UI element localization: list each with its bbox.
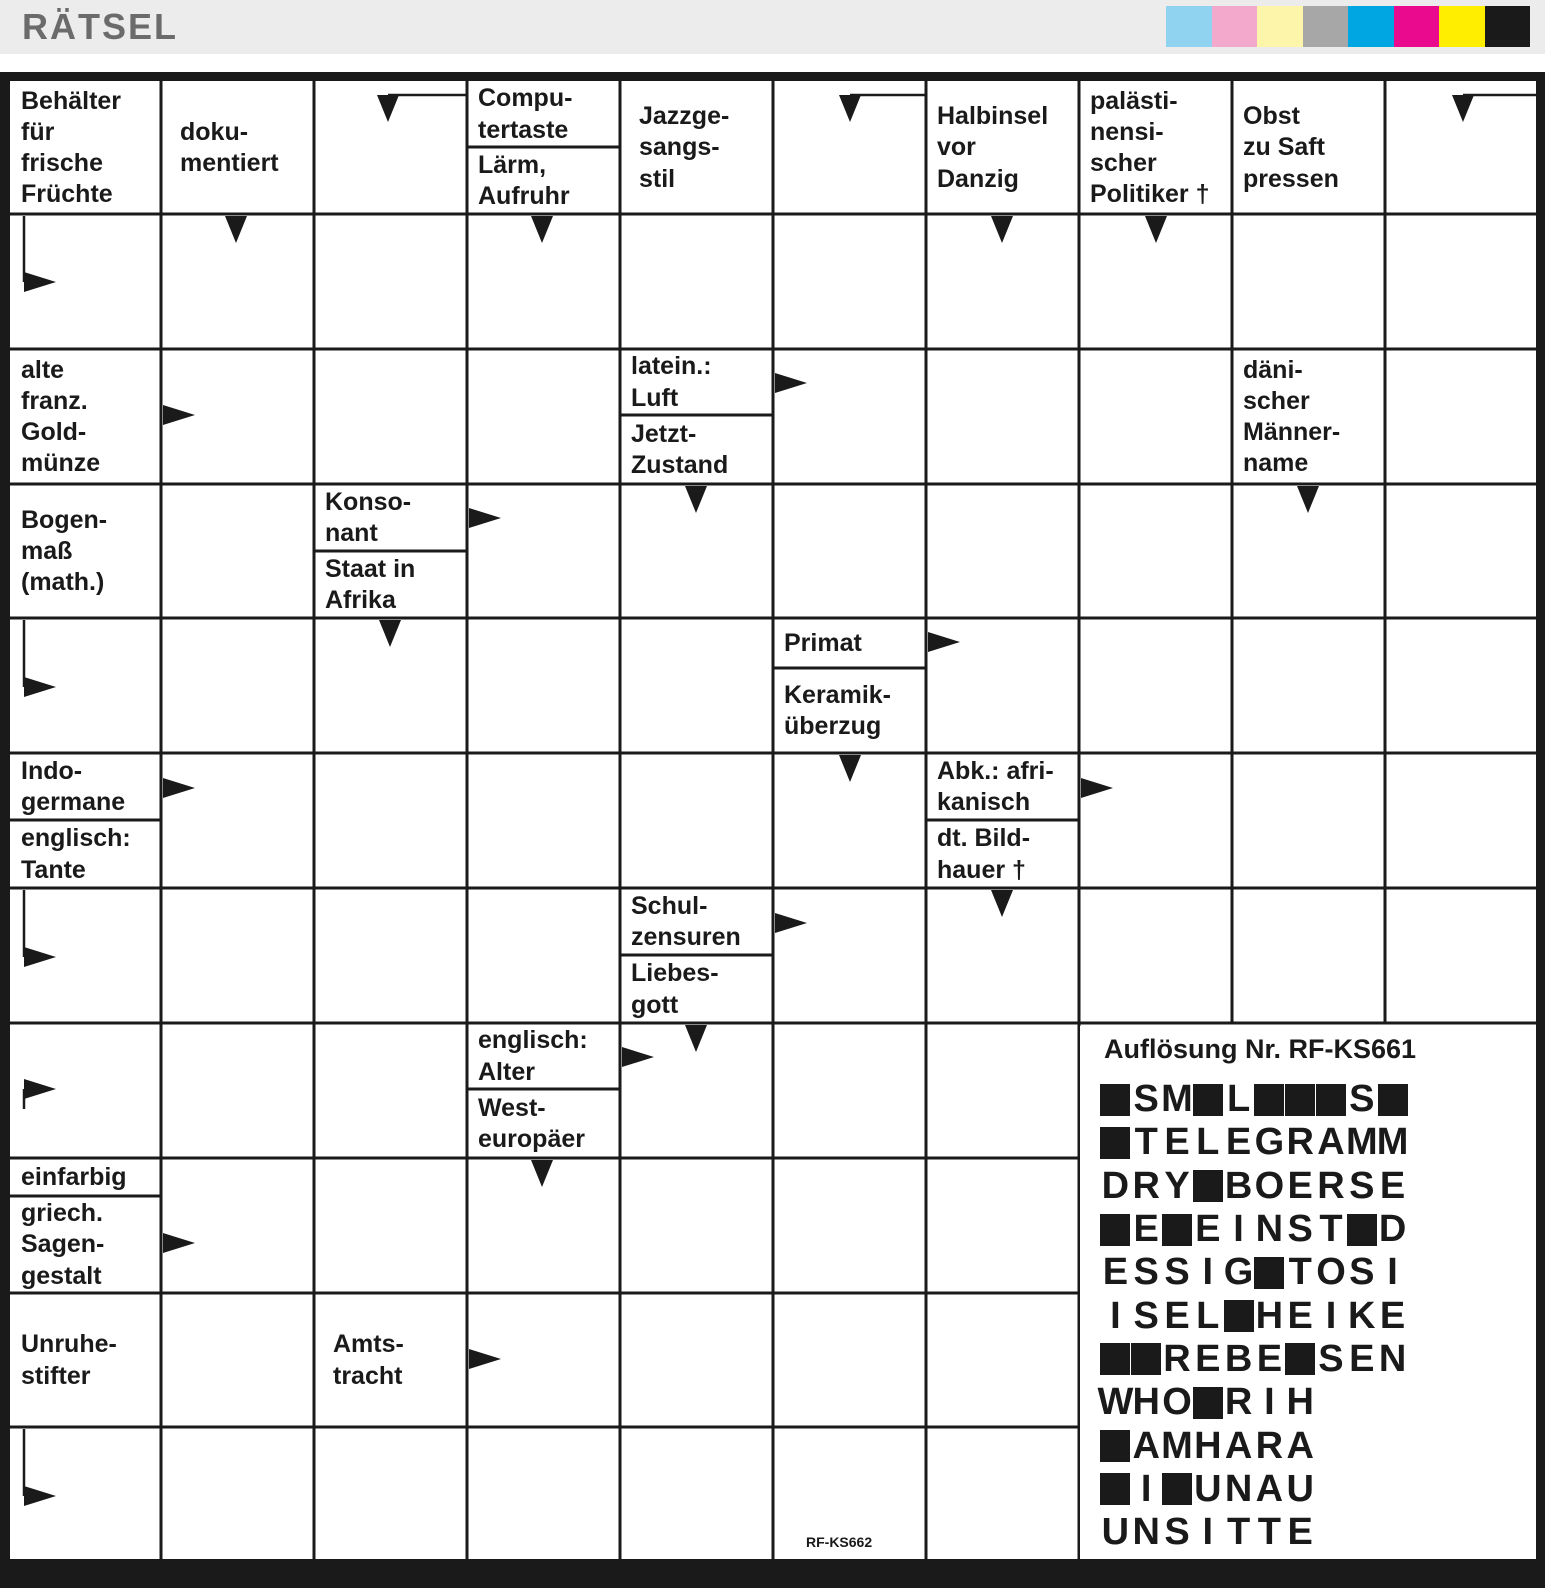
arrow-down-icon bbox=[225, 216, 247, 243]
solution-block bbox=[1131, 1341, 1162, 1377]
solution-block bbox=[1254, 1255, 1285, 1291]
solution-letter: L bbox=[1196, 1121, 1220, 1164]
arrow-down-icon bbox=[379, 620, 401, 647]
clue-text: alte franz. Gold- münze bbox=[21, 355, 101, 478]
solution-row bbox=[1100, 1208, 1408, 1251]
solution-letter: E bbox=[1287, 1511, 1313, 1554]
clue-text: Unruhe- stifter bbox=[21, 1330, 117, 1390]
solution-block bbox=[1162, 1471, 1193, 1507]
solution-letter: S bbox=[1318, 1337, 1344, 1380]
solution-letter: Y bbox=[1164, 1164, 1190, 1207]
solution-letter: K bbox=[1348, 1294, 1376, 1337]
solution-letter: E bbox=[1287, 1164, 1313, 1207]
solution-letter: B bbox=[1224, 1337, 1253, 1380]
clue-text: Bogen- maß (math.) bbox=[21, 505, 108, 597]
arrow-down-icon bbox=[1297, 486, 1319, 513]
solution-letter: I bbox=[1264, 1381, 1275, 1424]
solution-letter: A bbox=[1132, 1424, 1160, 1467]
solution-letter: M bbox=[1161, 1424, 1193, 1467]
color-swatches bbox=[1166, 6, 1530, 47]
solution-letter: E bbox=[1195, 1208, 1221, 1251]
solution-letter: O bbox=[1316, 1251, 1346, 1294]
solution-row bbox=[1100, 1121, 1408, 1164]
solution-letter: E bbox=[1195, 1337, 1221, 1380]
solution-block bbox=[1377, 1082, 1408, 1118]
solution-letter: I bbox=[1202, 1251, 1214, 1294]
solution-row bbox=[1100, 1424, 1408, 1467]
solution-letter: U bbox=[1101, 1511, 1130, 1554]
solution-letter: N bbox=[1255, 1208, 1284, 1251]
solution-letter: S bbox=[1164, 1511, 1190, 1554]
solution-letter: D bbox=[1101, 1164, 1130, 1207]
arrow-down-icon bbox=[685, 486, 707, 513]
solution-letter: E bbox=[1164, 1294, 1190, 1337]
solution-block bbox=[1100, 1428, 1131, 1464]
arrow-right-icon bbox=[163, 778, 195, 798]
solution-letter: A bbox=[1255, 1467, 1284, 1510]
header-bar bbox=[0, 0, 1545, 54]
solution-letter: D bbox=[1378, 1208, 1407, 1251]
clue-text: Staat in Afrika bbox=[325, 554, 416, 614]
solution-letter: R bbox=[1255, 1424, 1284, 1467]
arrow-right-icon bbox=[163, 1233, 195, 1253]
solution-row bbox=[1100, 1165, 1408, 1208]
solution-letter: S bbox=[1164, 1251, 1190, 1294]
clue-text: einfarbig bbox=[21, 1162, 127, 1191]
solution-letter: S bbox=[1349, 1251, 1375, 1294]
solution-letter: E bbox=[1133, 1208, 1159, 1251]
clue-text: Amts- tracht bbox=[333, 1330, 404, 1390]
solution-letter: O bbox=[1162, 1381, 1192, 1424]
clue-text: Konso- nant bbox=[325, 487, 412, 547]
solution-letter: T bbox=[1134, 1121, 1158, 1164]
solution-letter: R bbox=[1132, 1164, 1160, 1207]
arrow-right-icon bbox=[24, 1486, 56, 1506]
color-swatch bbox=[1212, 6, 1258, 47]
solution-letter: E bbox=[1379, 1294, 1406, 1337]
color-swatch bbox=[1348, 6, 1394, 47]
solution-letter: E bbox=[1256, 1337, 1283, 1380]
solution-letter: T bbox=[1257, 1511, 1281, 1554]
clue-text: latein.: Luft bbox=[631, 352, 712, 412]
solution-row bbox=[1100, 1078, 1408, 1121]
solution-letter: T bbox=[1226, 1511, 1251, 1554]
solution-block bbox=[1100, 1212, 1131, 1248]
puzzle-grid bbox=[10, 81, 1536, 1559]
solution-letter: N bbox=[1378, 1337, 1407, 1380]
solution-letter: R bbox=[1317, 1164, 1345, 1207]
arrow-right-icon bbox=[775, 913, 807, 933]
clue-text: Jazzge- sangs- stil bbox=[639, 102, 730, 193]
solution-block bbox=[1192, 1082, 1223, 1118]
arrow-down-icon bbox=[1145, 216, 1167, 243]
solution-block bbox=[1285, 1341, 1316, 1377]
arrow-right-icon bbox=[1081, 778, 1113, 798]
solution-block bbox=[1346, 1212, 1377, 1248]
color-swatch bbox=[1303, 6, 1349, 47]
arrow-down-icon bbox=[839, 95, 861, 122]
arrow-right-icon bbox=[622, 1047, 654, 1067]
solution-block bbox=[1162, 1212, 1193, 1248]
solution-block bbox=[1192, 1168, 1223, 1204]
solution-row bbox=[1100, 1338, 1408, 1381]
clue-text: englisch: Tante bbox=[21, 824, 131, 884]
solution-letter: S bbox=[1133, 1078, 1159, 1121]
solution-row bbox=[1100, 1511, 1408, 1554]
solution-block bbox=[1285, 1082, 1316, 1118]
arrow-down-icon bbox=[531, 1160, 553, 1187]
solution-letter: U bbox=[1286, 1467, 1314, 1510]
solution-rows bbox=[1097, 1078, 1409, 1554]
arrow-down-icon bbox=[685, 1025, 707, 1052]
arrow-right-icon bbox=[163, 405, 195, 425]
solution-letter: E bbox=[1349, 1337, 1375, 1380]
solution-letter: N bbox=[1132, 1511, 1160, 1554]
arrow-down-icon bbox=[531, 216, 553, 243]
solution-letter: L bbox=[1226, 1078, 1251, 1121]
solution-letter: H bbox=[1132, 1381, 1160, 1424]
arrow-right-icon bbox=[24, 272, 56, 292]
arrow-right-icon bbox=[469, 1349, 501, 1369]
solution-letter: M bbox=[1161, 1078, 1193, 1121]
solution-block bbox=[1223, 1298, 1254, 1334]
solution-letter: G bbox=[1223, 1251, 1254, 1294]
clue-text: Behälter für frische Früchte bbox=[21, 86, 122, 209]
clue-text: Jetzt- Zustand bbox=[631, 419, 729, 479]
solution-letter: A bbox=[1286, 1424, 1314, 1467]
solution-letter: E bbox=[1164, 1121, 1190, 1164]
color-swatch bbox=[1166, 6, 1212, 47]
arrow-right-icon bbox=[24, 1079, 56, 1099]
clue-text: West- europäer bbox=[478, 1093, 585, 1153]
color-swatch bbox=[1439, 6, 1485, 47]
solution-letter: S bbox=[1133, 1294, 1159, 1337]
solution-letter: A bbox=[1224, 1424, 1253, 1467]
solution-block bbox=[1100, 1125, 1131, 1161]
solution-row bbox=[1100, 1294, 1408, 1337]
solution-letter: H bbox=[1286, 1381, 1314, 1424]
solution-title: Auflösung Nr. RF-KS661 bbox=[1104, 1034, 1417, 1064]
solution-letter: R bbox=[1224, 1381, 1253, 1424]
solution-letter: S bbox=[1349, 1078, 1375, 1121]
solution-letter: G bbox=[1254, 1121, 1285, 1164]
solution-row bbox=[1097, 1381, 1408, 1424]
clue-text: griech. Sagen- gestalt bbox=[21, 1199, 105, 1290]
clue-text: palästi- nensi- scher Politiker † bbox=[1090, 86, 1210, 209]
arrow-down-icon bbox=[1452, 95, 1474, 122]
solution-letter: M bbox=[1376, 1121, 1409, 1164]
solution-letter: A bbox=[1317, 1121, 1345, 1164]
solution-panel bbox=[1080, 1026, 1536, 1559]
solution-letter: E bbox=[1287, 1294, 1313, 1337]
arrow-down-icon bbox=[991, 890, 1013, 917]
solution-block bbox=[1254, 1082, 1285, 1118]
solution-letter: H bbox=[1255, 1294, 1284, 1337]
clue-text: englisch: Alter bbox=[478, 1026, 588, 1086]
solution-letter: I bbox=[1140, 1467, 1152, 1510]
solution-letter: T bbox=[1288, 1251, 1312, 1294]
puzzle-code: RF-KS662 bbox=[806, 1534, 873, 1550]
solution-letter: U bbox=[1194, 1467, 1222, 1510]
color-swatch bbox=[1257, 6, 1303, 47]
solution-letter: S bbox=[1133, 1251, 1159, 1294]
clue-text: doku- mentiert bbox=[180, 117, 279, 177]
solution-letter: H bbox=[1194, 1424, 1222, 1467]
clue-text: Indo- germane bbox=[21, 756, 126, 816]
solution-row bbox=[1100, 1251, 1408, 1294]
arrow-right-icon bbox=[24, 677, 56, 697]
clue-text: dt. Bild- hauer † bbox=[937, 824, 1031, 884]
arrow-right-icon bbox=[24, 947, 56, 967]
solution-letter: W bbox=[1097, 1381, 1134, 1424]
solution-letter: T bbox=[1319, 1208, 1343, 1251]
clue-text: Obst zu Saft pressen bbox=[1243, 102, 1339, 193]
solution-letter: I bbox=[1110, 1294, 1121, 1337]
page-title: RÄTSEL bbox=[22, 6, 178, 47]
solution-letter: I bbox=[1202, 1511, 1214, 1554]
solution-letter: O bbox=[1254, 1164, 1285, 1207]
solution-letter: B bbox=[1224, 1164, 1253, 1207]
arrow-right-icon bbox=[928, 632, 960, 652]
solution-letter: S bbox=[1287, 1208, 1313, 1251]
arrow-down-icon bbox=[991, 216, 1013, 243]
color-swatch bbox=[1485, 6, 1531, 47]
solution-letter: I bbox=[1387, 1251, 1398, 1294]
clue-text: Lärm, Aufruhr bbox=[478, 150, 570, 210]
clue-text: Liebes- gott bbox=[631, 959, 719, 1019]
solution-block bbox=[1316, 1082, 1347, 1118]
solution-letter: S bbox=[1349, 1164, 1375, 1207]
solution-letter: M bbox=[1345, 1121, 1378, 1164]
color-swatch bbox=[1394, 6, 1440, 47]
clue-text: Keramik- überzug bbox=[784, 680, 891, 740]
solution-letter: R bbox=[1286, 1121, 1314, 1164]
solution-block bbox=[1192, 1385, 1223, 1421]
solution-letter: E bbox=[1379, 1164, 1406, 1207]
clue-text: Compu- tertaste bbox=[478, 84, 573, 144]
clue-text: Primat bbox=[784, 628, 862, 657]
solution-letter: N bbox=[1224, 1467, 1253, 1510]
arrow-right-icon bbox=[775, 373, 807, 393]
clue-text: Schul- zensuren bbox=[631, 891, 741, 951]
solution-letter: E bbox=[1225, 1121, 1252, 1164]
arrow-right-icon bbox=[469, 508, 501, 528]
solution-letter: L bbox=[1196, 1294, 1220, 1337]
solution-row bbox=[1100, 1468, 1408, 1511]
solution-block bbox=[1100, 1471, 1131, 1507]
clue-text: däni- scher Männer- name bbox=[1243, 355, 1341, 478]
solution-letter: E bbox=[1102, 1251, 1129, 1294]
arrow-down-icon bbox=[839, 755, 861, 782]
solution-letter: I bbox=[1233, 1208, 1244, 1251]
solution-block bbox=[1100, 1082, 1131, 1118]
clue-text: Halbinsel vor Danzig bbox=[937, 102, 1049, 193]
solution-block bbox=[1100, 1341, 1131, 1377]
arrow-down-icon bbox=[377, 95, 399, 122]
puzzle-board bbox=[0, 72, 1545, 1588]
solution-letter: R bbox=[1163, 1337, 1191, 1380]
solution-letter: I bbox=[1325, 1294, 1337, 1337]
clue-text: Abk.: afri- kanisch bbox=[937, 756, 1054, 816]
